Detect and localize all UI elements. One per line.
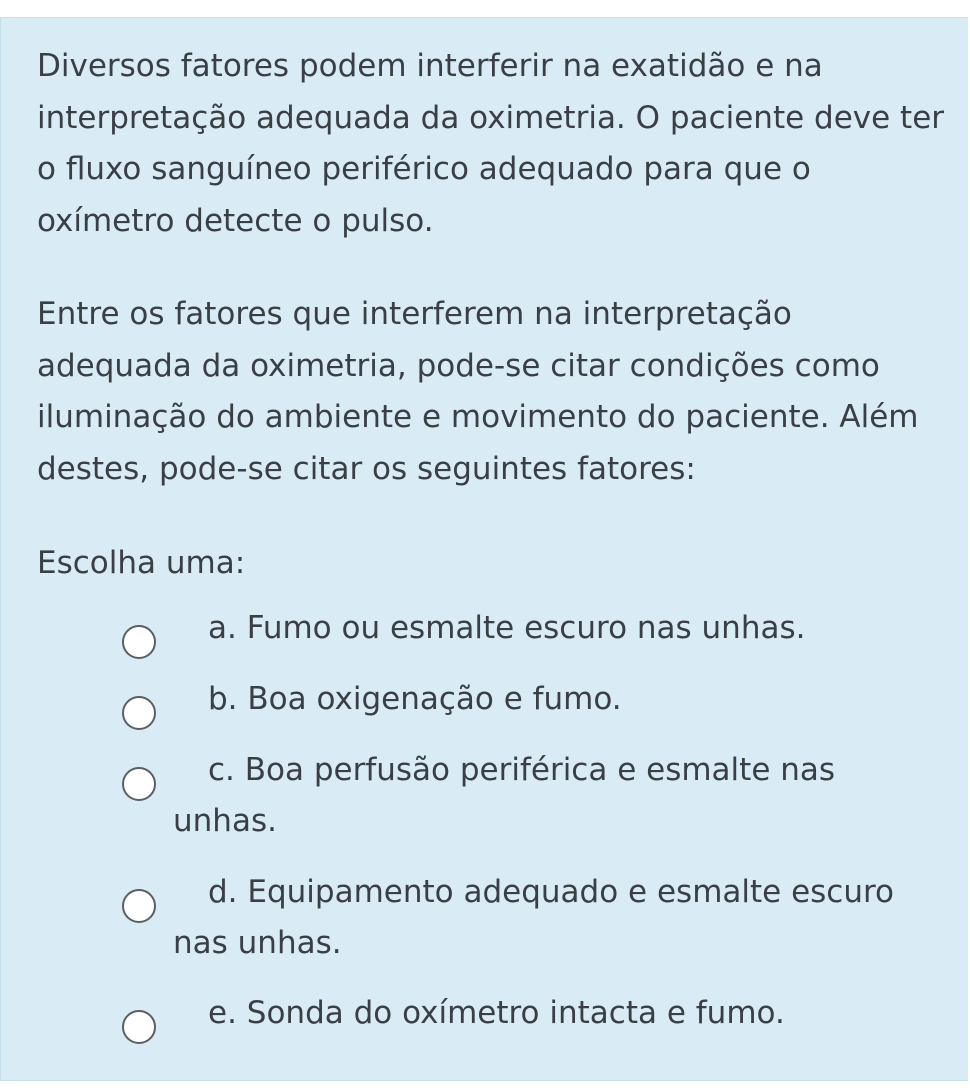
radio-option-a[interactable]: [122, 625, 156, 659]
option-b-label[interactable]: b. Boa oxigenação e fumo.: [208, 681, 622, 717]
radio-option-d[interactable]: [122, 889, 156, 923]
option-a-label[interactable]: a. Fumo ou esmalte escuro nas unhas.: [208, 610, 806, 646]
choose-one-prompt: Escolha uma:: [37, 545, 246, 581]
radio-option-b[interactable]: [122, 696, 156, 730]
option-e-label[interactable]: e. Sonda do oxímetro intacta e fumo.: [208, 995, 785, 1031]
question-paragraph-2: Entre os fatores que interferem na interpretação adequada da oximetria, pode-se citar condições como iluminação do ambiente e movimento do paciente. Além destes, pode-se citar os seguintes fatores:: [37, 296, 919, 487]
radio-option-e[interactable]: [122, 1010, 156, 1044]
option-d-label[interactable]: d. Equipamento adequado e esmalte escuro nas unhas.: [173, 874, 895, 961]
question-paragraph-1: Diversos fatores podem interferir na exatidão e na interpretação adequada da oximetria. O paciente deve ter o fluxo sanguíneo periférico adequado para que o oxímetro detecte o pulso.: [37, 48, 945, 239]
option-c-label[interactable]: c. Boa perfusão periférica e esmalte nas unhas.: [173, 752, 836, 839]
radio-option-c[interactable]: [122, 767, 156, 801]
question-card: [0, 17, 968, 1081]
